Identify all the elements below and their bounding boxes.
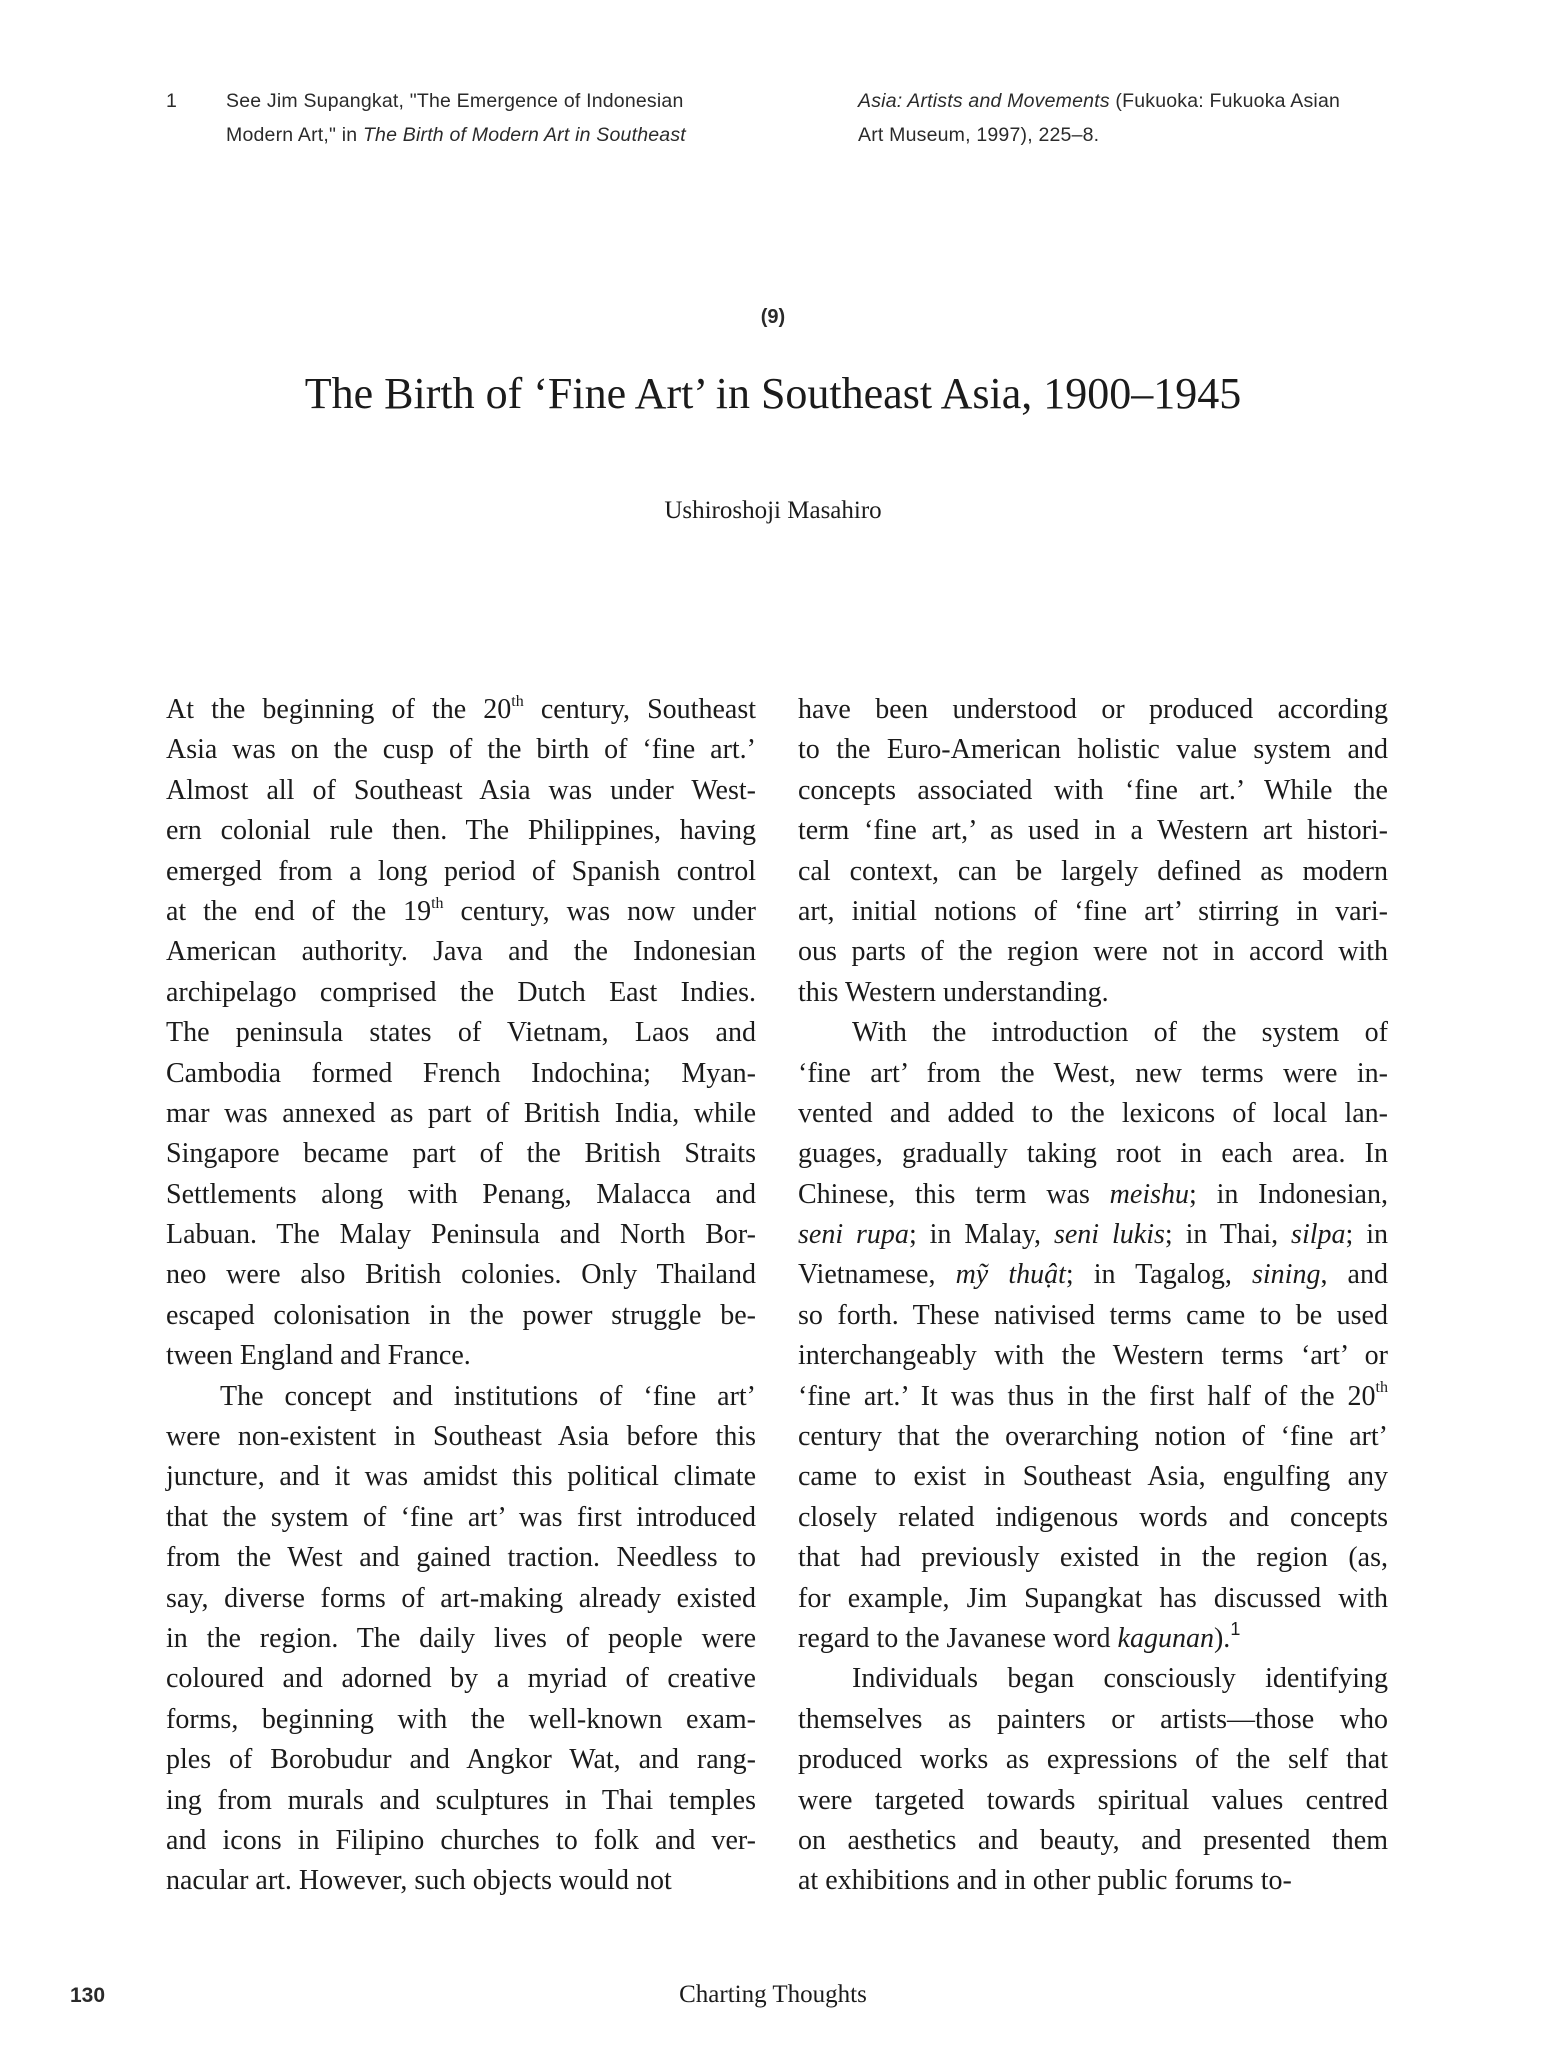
- text-line: mar was annexed as part of British India, while: [166, 1097, 756, 1129]
- text-line: and icons in Filipino churches to folk and ver-: [166, 1824, 756, 1856]
- footnote-line: Art Museum, 1997), 225–8.: [858, 124, 1100, 146]
- text-line: cal context, can be largely defined as modern: [798, 855, 1388, 887]
- footnote-number: 1: [166, 90, 177, 112]
- text-line: have been understood or produced according: [798, 694, 1388, 725]
- running-title: Charting Thoughts: [679, 1981, 867, 2008]
- text-line: ‘fine art’ from the West, new terms were in-: [798, 1057, 1388, 1089]
- text-line: Almost all of Southeast Asia was under West-: [166, 774, 756, 806]
- text-line: juncture, and it was amidst this political climate: [166, 1461, 756, 1493]
- text-line: Chinese, this term was meishu; in Indonesian,: [798, 1178, 1388, 1210]
- text-line: in the region. The daily lives of people were: [166, 1622, 756, 1654]
- text-line: at the end of the 19th century, was now under: [166, 894, 756, 927]
- body-right-column: [798, 690, 1388, 1902]
- chapter-title: The Birth of ‘Fine Art’ in Southeast Asia, 1900–1945: [304, 369, 1242, 418]
- text-line: vented and added to the lexicons of local lan-: [798, 1097, 1388, 1129]
- text-line: came to exist in Southeast Asia, engulfing any: [798, 1461, 1388, 1493]
- text-line: guages, gradually taking root in each area. In: [798, 1138, 1388, 1170]
- chapter-author: Ushiroshoji Masahiro: [664, 497, 882, 524]
- text-line: coloured and adorned by a myriad of creative: [166, 1663, 756, 1695]
- text-line: this Western understanding.: [798, 976, 1109, 1008]
- text-line: archipelago comprised the Dutch East Indies.: [166, 976, 756, 1008]
- text-line: Settlements along with Penang, Malacca and: [166, 1178, 756, 1210]
- page-number: 130: [70, 1984, 106, 2007]
- chapter-number: (9): [760, 306, 786, 328]
- text-line: ing from murals and sculptures in Thai temples: [166, 1784, 756, 1816]
- text-line: for example, Jim Supangkat has discussed with: [798, 1582, 1388, 1614]
- text-line: themselves as painters or artists—those who: [798, 1703, 1388, 1735]
- text-line: ern colonial rule then. The Philippines, having: [166, 815, 756, 847]
- text-line: Individuals began consciously identifying: [852, 1663, 1388, 1695]
- text-line: escaped colonisation in the power struggle be-: [166, 1299, 756, 1331]
- text-line: were non-existent in Southeast Asia before this: [166, 1421, 756, 1453]
- footnote-right-column: [858, 84, 1398, 152]
- text-line: American authority. Java and the Indonesian: [166, 936, 756, 968]
- text-line: so forth. These nativised terms came to be used: [798, 1299, 1388, 1331]
- text-line: art, initial notions of ‘fine art’ stirring in vari-: [798, 895, 1388, 927]
- text-line: Asia was on the cusp of the birth of ‘fine art.’: [166, 734, 756, 766]
- text-line: ples of Borobudur and Angkor Wat, and rang-: [166, 1744, 756, 1776]
- body-left-column: [166, 690, 756, 1902]
- text-line: from the West and gained traction. Needless to: [166, 1542, 756, 1574]
- text-line: ‘fine art.’ It was thus in the first half of the 20th: [798, 1379, 1388, 1412]
- text-line: on aesthetics and beauty, and presented them: [798, 1824, 1388, 1856]
- footnote-line: Modern Art," in The Birth of Modern Art in Southeast: [226, 124, 686, 146]
- text-line: at exhibitions and in other public forums to-: [798, 1865, 1292, 1897]
- text-line: At the beginning of the 20th century, Southeast: [166, 692, 756, 725]
- text-line: Cambodia formed French Indochina; Myan-: [166, 1057, 756, 1089]
- text-line: concepts associated with ‘fine art.’ While the: [798, 774, 1388, 806]
- text-line: closely related indigenous words and concepts: [798, 1501, 1388, 1533]
- text-line: term ‘fine art,’ as used in a Western art histori-: [798, 815, 1388, 847]
- text-line: were targeted towards spiritual values centred: [798, 1784, 1388, 1816]
- text-line: The concept and institutions of ‘fine art’: [220, 1380, 756, 1412]
- footnote-line: Asia: Artists and Movements (Fukuoka: Fukuoka Asian: [858, 90, 1341, 112]
- text-line: With the introduction of the system of: [852, 1017, 1388, 1049]
- text-line: that had previously existed in the region (as,: [798, 1542, 1388, 1574]
- text-line: Vietnamese, mỹ thuật; in Tagalog, sining, and: [798, 1259, 1388, 1291]
- text-line: neo were also British colonies. Only Thailand: [166, 1259, 756, 1291]
- text-line: tween England and France.: [166, 1340, 471, 1372]
- footnote-line: See Jim Supangkat, "The Emergence of Indonesian: [226, 90, 684, 112]
- text-line: seni rupa; in Malay, seni lukis; in Thai, silpa; in: [798, 1219, 1388, 1251]
- text-line: that the system of ‘fine art’ was first introduced: [166, 1501, 756, 1533]
- text-line: Singapore became part of the British Straits: [166, 1138, 756, 1170]
- text-line: produced works as expressions of the self that: [798, 1744, 1388, 1776]
- text-line: say, diverse forms of art-making already existed: [166, 1582, 756, 1614]
- text-line: to the Euro-American holistic value system and: [798, 734, 1388, 766]
- text-line: interchangeably with the Western terms ‘art’ or: [798, 1340, 1388, 1372]
- text-line: emerged from a long period of Spanish control: [166, 855, 756, 887]
- text-line: The peninsula states of Vietnam, Laos and: [166, 1017, 756, 1049]
- text-line: regard to the Javanese word kagunan).$^1$: [798, 1618, 1241, 1654]
- text-line: Labuan. The Malay Peninsula and North Bor-: [166, 1219, 756, 1251]
- text-line: forms, beginning with the well-known exam-: [166, 1703, 756, 1735]
- text-line: nacular art. However, such objects would not: [166, 1865, 672, 1897]
- text-line: ous parts of the region were not in accord with: [798, 936, 1388, 968]
- text-line: century that the overarching notion of ‘fine art’: [798, 1421, 1388, 1453]
- footnote-left-column: [226, 84, 786, 152]
